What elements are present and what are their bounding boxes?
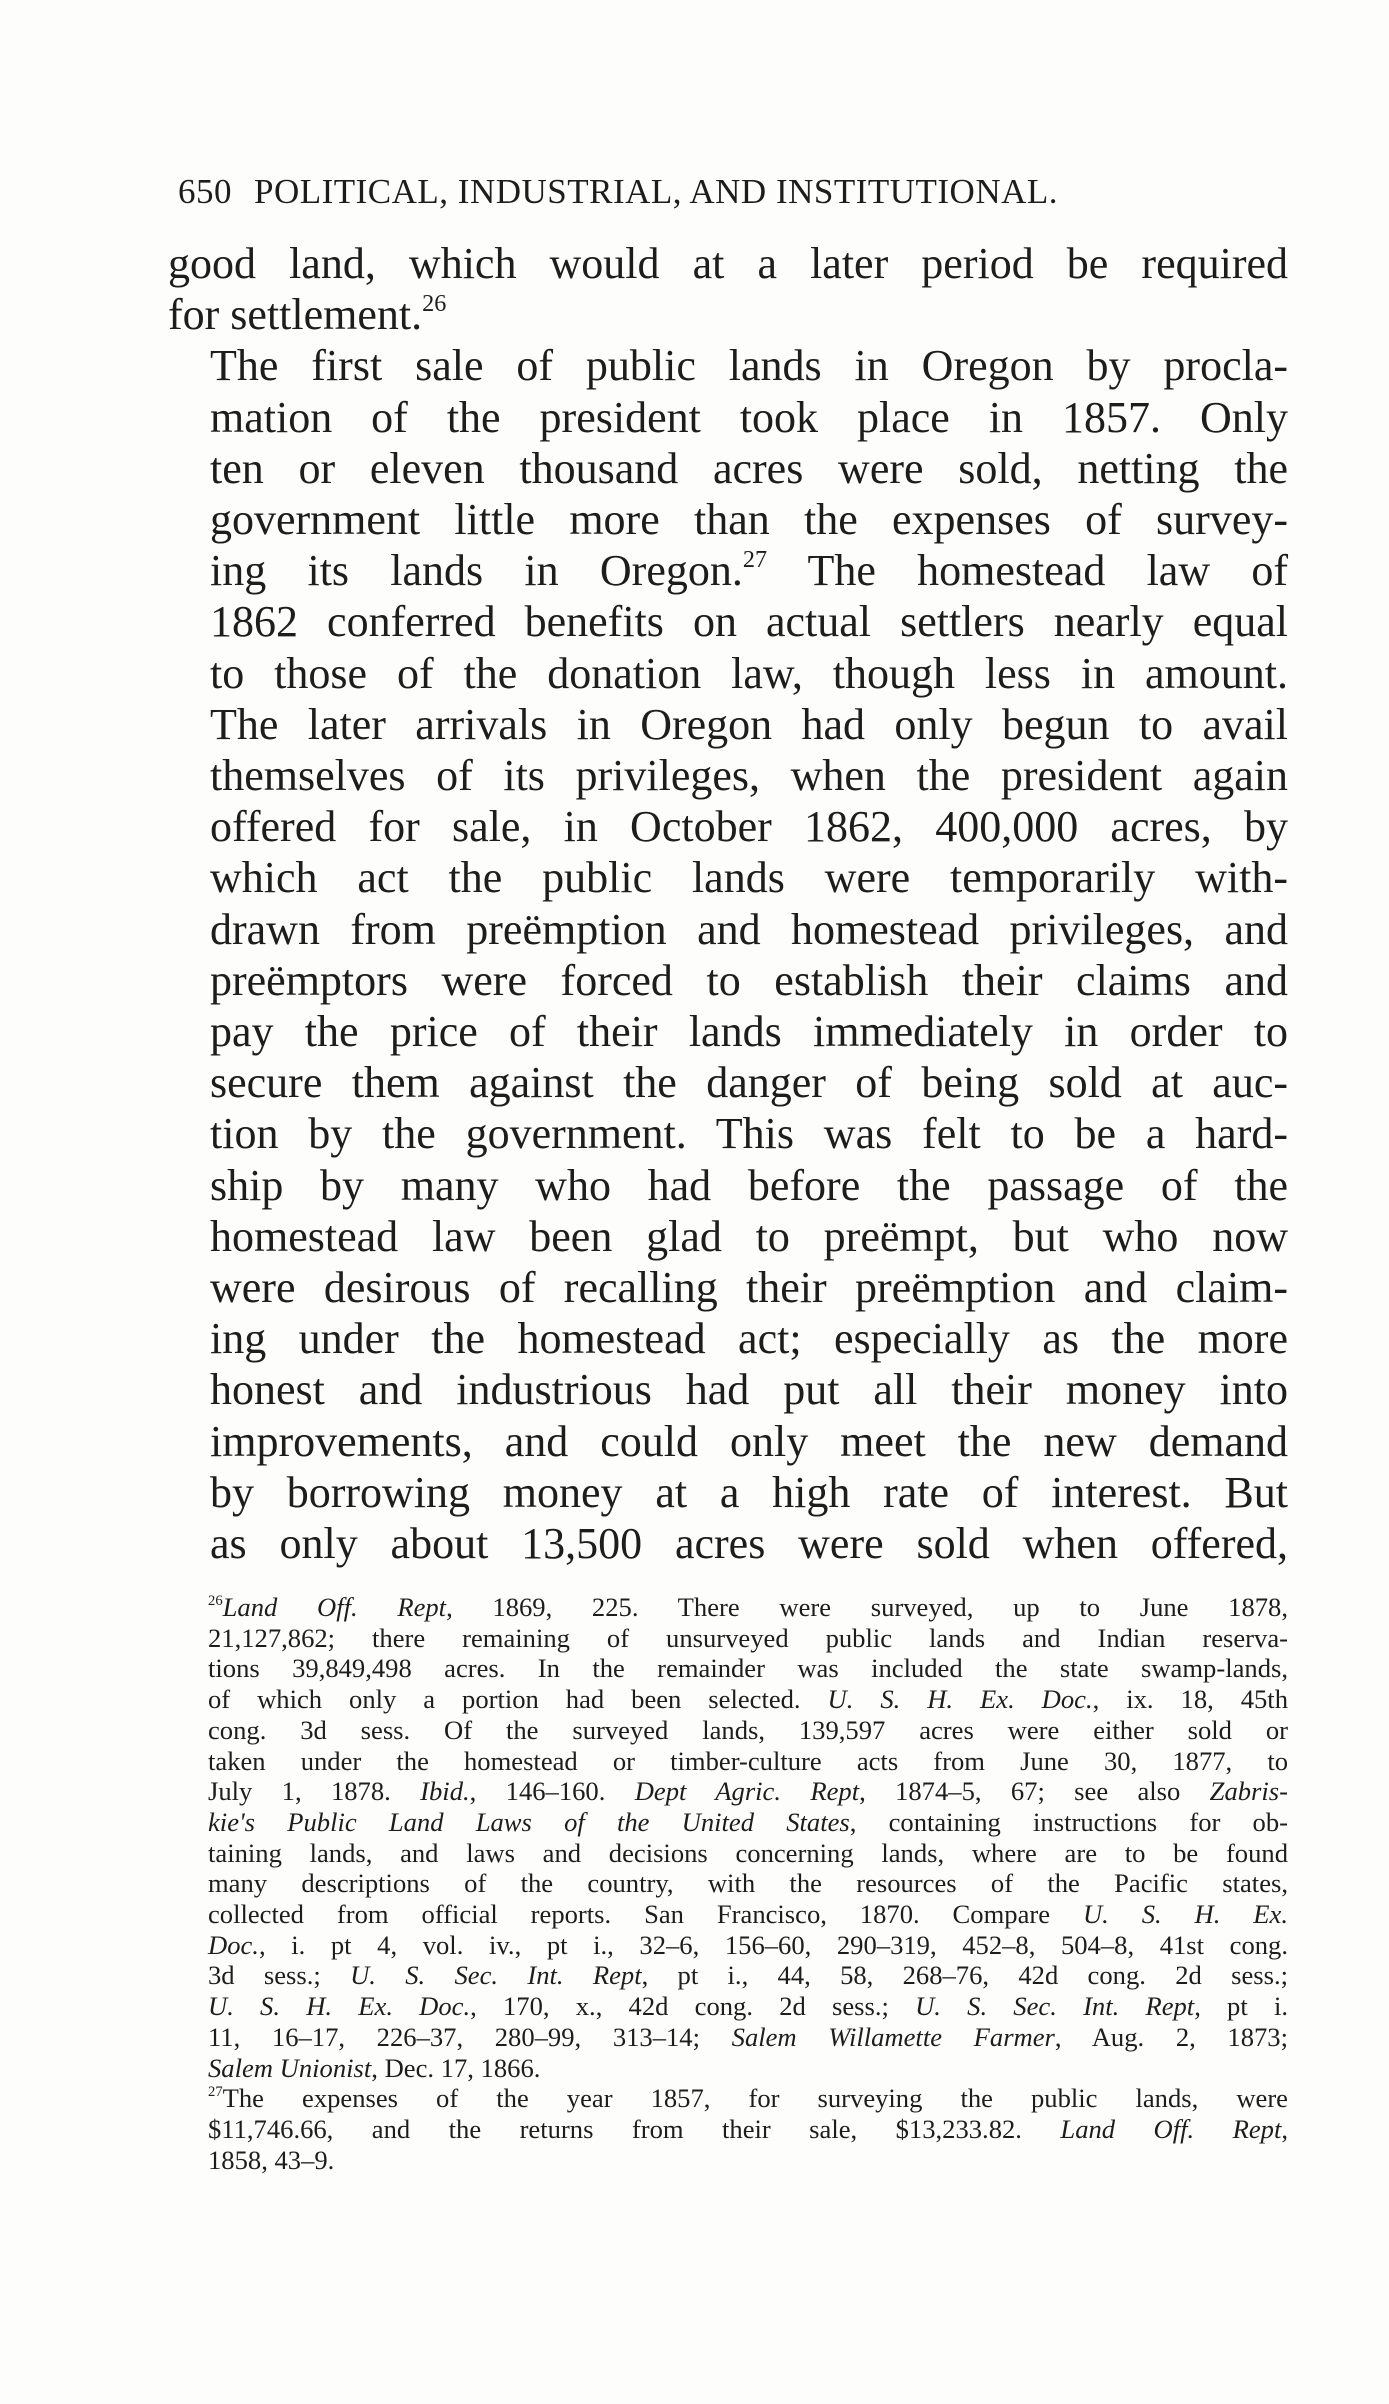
text-line: ing under the homestead act; especially as the more: [210, 1314, 1288, 1364]
footnote-line: many descriptions of the country, with the resources of the Pacific states,: [208, 1868, 1288, 1899]
text-run: The expenses of the year 1857, for surveying the public lands, were: [222, 2083, 1288, 2114]
footnote-line: [168, 1807, 1288, 1838]
footnote-line: [168, 2114, 1288, 2145]
footnote-line: [168, 1991, 1288, 2022]
text-run: ,: [1281, 2113, 1289, 2144]
text-line: ship by many who had before the passage of the: [210, 1160, 1288, 1210]
text-line: which act the public lands were temporarily with-: [210, 853, 1288, 903]
text-line: by borrowing money at a high rate of interest. But: [210, 1467, 1288, 1517]
text-run: collected from official reports. San Francisco, 1870. Compare: [208, 1899, 1083, 1930]
text-run: , i. pt 4, vol. iv., pt i., 32–6, 156–60, 290–319, 452–8, 504–8, 41st cong.: [258, 1929, 1288, 1960]
footnote-line: taining lands, and laws and decisions concerning lands, where are to be found: [208, 1837, 1288, 1868]
text-run: , 146–160.: [469, 1776, 635, 1807]
citation: Salem Unionist: [208, 2052, 372, 2083]
footnote-line: taken under the homestead or timber-culture acts from June 30, 1877, to: [208, 1745, 1288, 1776]
footnote-26: [168, 1592, 1288, 2083]
text-line: government little more than the expenses of survey-: [210, 495, 1288, 545]
footnote-ref-27[interactable]: 27: [742, 546, 768, 574]
text-line: [168, 289, 1288, 340]
citation: U. S. H. Ex. Doc.: [208, 1991, 471, 2022]
text-line: themselves of its privileges, when the president again: [210, 751, 1288, 801]
text-line: pay the price of their lands immediately in order to: [210, 1007, 1288, 1057]
text-run: 11, 16–17, 226–37, 280–99, 313–14;: [208, 2021, 732, 2052]
text-line: drawn from preëmption and homestead privileges, and: [210, 904, 1288, 954]
text-line: as only about 13,500 acres were sold when offered,: [210, 1519, 1288, 1569]
main-text: [168, 238, 1288, 1569]
citation: U. S. H. Ex. Doc.: [827, 1684, 1093, 1715]
text-line: secure them against the danger of being sold at auc-: [210, 1058, 1288, 1108]
text-run: The homestead law of: [767, 546, 1288, 596]
footnote-line: 21,127,862; there remaining of unsurveyed public lands and Indian reserva-: [208, 1622, 1288, 1653]
citation: U. S. Sec. Int. Rept: [915, 1991, 1195, 2022]
footnotes: [168, 1592, 1288, 2175]
citation: Land Off. Rept: [1060, 2113, 1282, 2144]
text-run: of which only a portion had been selected.: [208, 1684, 828, 1715]
text-line: homestead law been glad to preëmpt, but who now: [210, 1211, 1288, 1261]
text-line: 1862 conferred benefits on actual settlers nearly equal: [210, 597, 1288, 647]
text-run: 3d sess.;: [208, 1960, 351, 1991]
footnote-ref-26[interactable]: 26: [422, 290, 447, 318]
citation: Zabris-: [1209, 1776, 1288, 1807]
text-line: to those of the donation law, though less in amount.: [210, 648, 1288, 698]
text-line: offered for sale, in October 1862, 400,000 acres, by: [210, 802, 1288, 852]
text-line: improvements, and could only meet the new demand: [210, 1416, 1288, 1466]
text-run: , 1874–5, 67; see also: [859, 1776, 1210, 1807]
footnote-line: [168, 2053, 1288, 2084]
text-run: , pt i.: [1194, 1991, 1288, 2022]
footnote-line: [168, 2022, 1288, 2053]
citation: Dept Agric. Rept: [634, 1776, 860, 1807]
footnote-line: [168, 1684, 1288, 1715]
citation: Salem Willamette Farmer: [731, 2021, 1055, 2052]
text-line: were desirous of recalling their preëmption and claim-: [210, 1263, 1288, 1313]
text-run: , containing instructions for ob-: [849, 1806, 1288, 1837]
text-run: for settlement.: [168, 290, 423, 340]
text-line: good land, which would at a later period be required: [168, 239, 1288, 288]
paragraph-1: [168, 238, 1288, 340]
footnote-line: tions 39,849,498 acres. In the remainder was included the state swamp-lands,: [208, 1653, 1288, 1684]
running-title: POLITICAL, INDUSTRIAL, AND INSTITUTIONAL.: [254, 172, 1059, 211]
citation: U. S. H. Ex.: [1082, 1899, 1288, 1930]
footnote-line: [168, 1960, 1288, 1991]
footnote-marker-27: 27: [208, 2084, 223, 2101]
text-run: $11,746.66, and the returns from their sale, $13,233.82.: [208, 2113, 1061, 2144]
citation: Land Off. Rept: [222, 1592, 447, 1622]
text-run: , Aug. 2, 1873;: [1054, 2021, 1288, 2052]
text-line: [168, 545, 1288, 596]
text-line: tion by the government. This was felt to be a hard-: [210, 1109, 1288, 1159]
citation: Doc.: [208, 1929, 259, 1960]
text-run: , Dec. 17, 1866.: [371, 2052, 541, 2083]
page-number: 650: [178, 172, 232, 211]
footnote-27: [168, 2083, 1288, 2175]
text-run: , 1869, 225. There were surveyed, up to June 1878,: [446, 1592, 1289, 1622]
footnote-line: cong. 3d sess. Of the surveyed lands, 139,597 acres were either sold or: [208, 1714, 1288, 1745]
footnote-line: [168, 1899, 1288, 1930]
text-run: ing its lands in Oregon.: [210, 546, 743, 596]
text-run: , pt i., 44, 58, 268–76, 42d cong. 2d sess.;: [641, 1960, 1288, 1991]
citation: U. S. Sec. Int. Rept: [350, 1960, 642, 1991]
footnote-line: 1858, 43–9.: [208, 2144, 335, 2175]
text-line: The later arrivals in Oregon had only begun to avail: [210, 699, 1288, 749]
text-line: honest and industrious had put all their money into: [210, 1365, 1288, 1415]
running-header: [178, 172, 1282, 212]
text-run: , ix. 18, 45th: [1092, 1684, 1288, 1715]
text-line: The first sale of public lands in Oregon by procla-: [210, 341, 1288, 391]
citation: Ibid.: [420, 1776, 470, 1807]
footnote-line: [168, 1776, 1288, 1807]
text-run: , 170, x., 42d cong. 2d sess.;: [470, 1991, 916, 2022]
footnote-line: [168, 2083, 1288, 2114]
text-run: July 1, 1878.: [208, 1776, 421, 1807]
footnote-line: [168, 1930, 1288, 1961]
paragraph-2: [168, 340, 1288, 1569]
text-line: preëmptors were forced to establish their claims and: [210, 955, 1288, 1005]
text-line: ten or eleven thousand acres were sold, netting the: [210, 443, 1288, 493]
footnote-marker-26: 26: [208, 1593, 223, 1610]
citation: kie's Public Land Laws of the United States: [208, 1806, 850, 1837]
text-line: mation of the president took place in 1857. Only: [210, 392, 1288, 442]
footnote-line: [168, 1592, 1288, 1623]
